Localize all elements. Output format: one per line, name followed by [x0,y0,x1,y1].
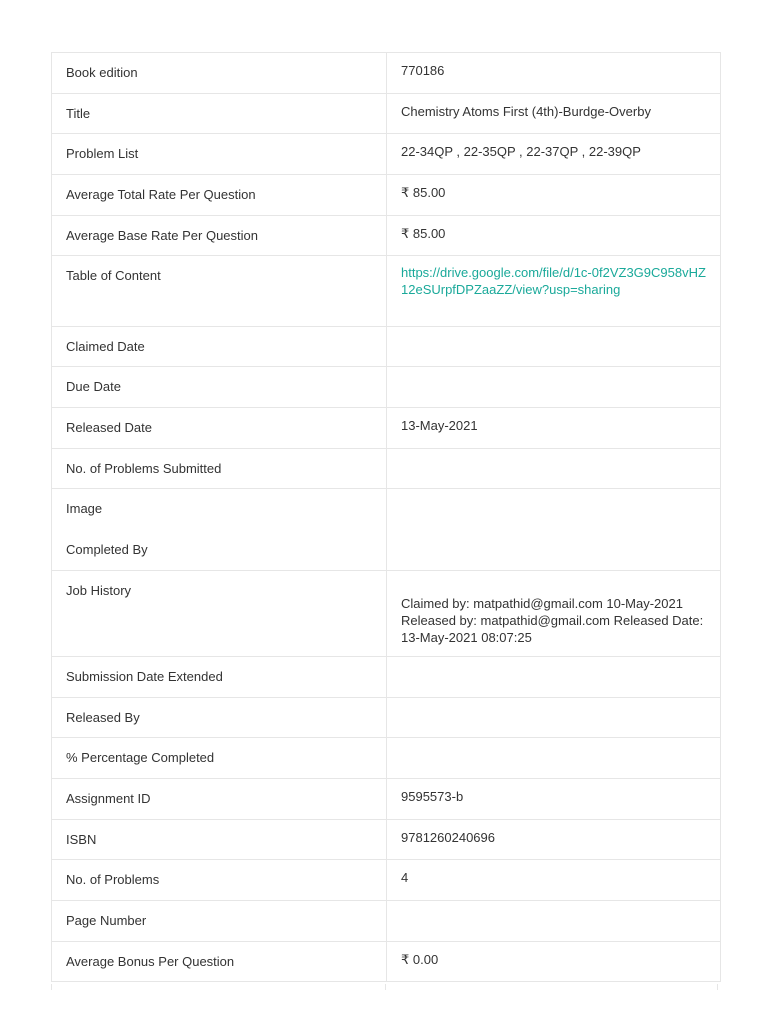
row-value: ₹ 85.00 [387,216,721,256]
row-label: Page Number [52,901,387,942]
table-row [52,779,721,820]
row-value: 22-34QP , 22-35QP , 22-37QP , 22-39QP [387,134,721,175]
row-label: Average Base Rate Per Question [52,216,387,256]
table-row [52,698,721,738]
row-label: ISBN [52,820,387,860]
row-label [52,489,387,571]
row-label: Title [52,94,387,134]
table-row [52,327,721,367]
row-label: Assignment ID [52,779,387,820]
table-row [52,216,721,256]
completed-by-label: Completed By [66,542,148,557]
table-of-content-link[interactable]: https://drive.google.com/file/d/1c-0f2VZ3G9C958vHZ12eSUrpfDPZaaZZ/view?usp=sharing [401,265,706,297]
row-value: 13-May-2021 [387,408,721,449]
row-label: No. of Problems [52,860,387,901]
row-label: Average Bonus Per Question [52,942,387,982]
row-value [387,571,721,657]
table-row [52,657,721,698]
row-value [387,698,721,738]
table-row [52,53,721,94]
row-value [387,489,721,571]
row-value: Chemistry Atoms First (4th)-Burdge-Overby [387,94,721,134]
row-value: ₹ 0.00 [387,942,721,982]
table-row [52,175,721,216]
row-value [387,256,721,327]
table-row [52,942,721,982]
row-label: Released By [52,698,387,738]
row-label: Due Date [52,367,387,408]
row-label: Average Total Rate Per Question [52,175,387,216]
row-value [387,327,721,367]
row-value [387,738,721,779]
row-value: ₹ 85.00 [387,175,721,216]
row-label: Problem List [52,134,387,175]
table-row [52,449,721,489]
job-history-released: Released by: matpathid@gmail.com Released Date: 13-May-2021 08:07:25 [401,613,704,645]
row-value: 9781260240696 [387,820,721,860]
row-label: Table of Content [52,256,387,327]
table-row [52,489,721,571]
row-value [387,657,721,698]
column-divider [385,984,386,990]
table-row [52,408,721,449]
assignment-details [51,52,718,982]
row-value: 9595573-b [387,779,721,820]
row-label: Job History [52,571,387,657]
row-label: Released Date [52,408,387,449]
row-value [387,901,721,942]
table-row [52,94,721,134]
table-row [52,738,721,779]
table-row [52,901,721,942]
table-row [52,256,721,327]
table-row [52,367,721,408]
image-label: Image [66,501,103,516]
table-row [52,571,721,657]
table-row [52,134,721,175]
row-value [387,449,721,489]
table-row [52,860,721,901]
row-value: 770186 [387,53,721,94]
table-row [52,820,721,860]
row-label: Book edition [52,53,387,94]
details-table [51,52,721,982]
job-history-claimed: Claimed by: matpathid@gmail.com 10-May-2021 [401,596,683,611]
row-label: % Percentage Completed [52,738,387,779]
row-value [387,367,721,408]
row-label: Claimed Date [52,327,387,367]
row-label: No. of Problems Submitted [52,449,387,489]
row-label: Submission Date Extended [52,657,387,698]
row-value: 4 [387,860,721,901]
